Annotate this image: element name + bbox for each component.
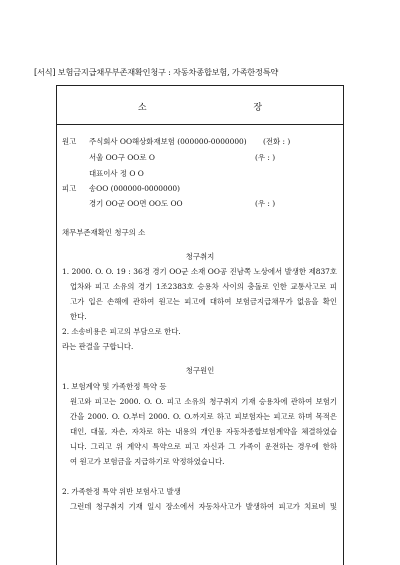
cause-line: 여 원고가 보험금을 지급하기로 약정하였습니다. bbox=[70, 457, 225, 466]
claim-line: 고가 입은 손해에 관하여 원고는 피고에 대하여 보험금지급채무가 없음을 확인 bbox=[70, 297, 337, 306]
claim-line: 2. 소송비용은 피고의 부담으로 한다. bbox=[62, 327, 181, 336]
plaintiff-label: 원고 bbox=[62, 137, 77, 146]
plaintiff-address: 서울 OO구 OO로 O bbox=[89, 153, 155, 162]
document-title: 소 장 bbox=[137, 103, 315, 113]
claim-line: 한다. bbox=[70, 312, 87, 321]
defendant-address: 경기 OO군 OO면 OO도 OO bbox=[89, 199, 183, 208]
claim-line: 라는 판결을 구합니다. bbox=[62, 342, 134, 351]
document-frame bbox=[56, 85, 344, 565]
cause-subheading: 1. 보험계약 및 가족한정 특약 등 bbox=[62, 382, 167, 391]
cause-line: 그런데 청구취지 기재 일시 장소에서 자동차사고가 발생하여 피고가 치료비 및 bbox=[70, 502, 337, 511]
claim-heading: 청구취지 bbox=[185, 252, 215, 261]
document-body bbox=[57, 86, 343, 565]
form-caption: [서식] 보험금지급채무부존재확인청구 : 자동차종합보험, 가족한정특약 bbox=[34, 67, 279, 77]
cause-line: 대인, 대물, 자손, 자차로 하는 내용의 개인용 자동차종합보험계약을 체결하였습 bbox=[70, 427, 337, 436]
plaintiff-representative: 대표이사 정 O O bbox=[89, 169, 144, 178]
plaintiff-name: 주식회사 OO해상화재보험 (000000-0000000) bbox=[89, 137, 247, 146]
case-name: 채무부존재확인 청구의 소 bbox=[62, 228, 146, 237]
claim-line: 1. 2000. O. O. 19 : 36경 경기 OO군 소재 OO공 진남쪽 노상에서 발생한 제837호 bbox=[62, 267, 337, 276]
cause-line: 간을 2000. O. O.부터 2000. O. O.까지로 하고 피보험자는 피고로 하며 목적은 bbox=[70, 412, 337, 421]
defendant-label: 피고 bbox=[62, 184, 77, 193]
defendant-name: 송OO (000000-0000000) bbox=[89, 184, 180, 193]
cause-subheading: 2. 가족한정 특약 위반 보험사고 발생 bbox=[62, 487, 181, 496]
cause-line: 원고와 피고는 2000. O. O. 피고 소유의 청구취지 기재 승용차에 관하여 보험기 bbox=[70, 397, 337, 406]
cause-heading: 청구원인 bbox=[185, 366, 215, 375]
defendant-postal: (우 : ) bbox=[255, 199, 276, 208]
plaintiff-postal: (우 : ) bbox=[255, 153, 276, 162]
cause-line: 니다. 그리고 위 계약시 특약으로 피고 자신과 그 가족이 운전하는 경우에 한하 bbox=[70, 442, 337, 451]
plaintiff-phone: (전화 : ) bbox=[263, 137, 291, 146]
claim-line: 업차와 피고 소유의 경기 1조2383호 승용차 사이의 충돌로 인한 교통사고로 피 bbox=[70, 282, 337, 291]
